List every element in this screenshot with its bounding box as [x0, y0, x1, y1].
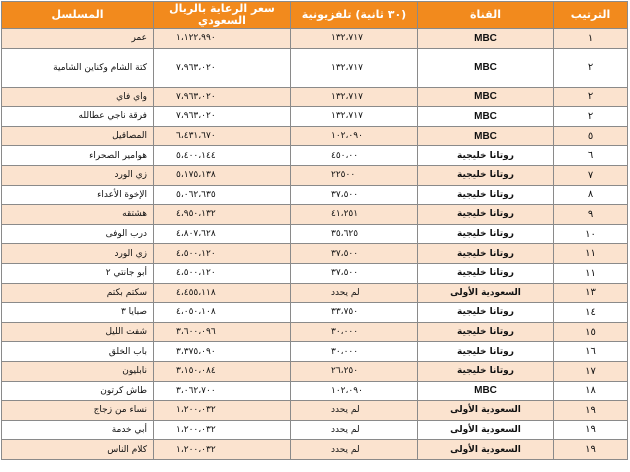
channel-cell: MBC — [418, 29, 554, 49]
header-channel: القناة — [418, 2, 554, 29]
channel-cell: السعودية الأولى — [418, 283, 554, 303]
price-cell: ٦،٤٣١،٦٧٠ — [154, 126, 291, 146]
series-cell: المصاقيل — [2, 126, 154, 146]
series-cell: هوامير الصحراء — [2, 146, 154, 166]
channel-cell: روتانا خليجية — [418, 224, 554, 244]
channel-cell: MBC — [418, 87, 554, 107]
sponsorship-table-container — [1, 1, 627, 469]
series-cell: نساء من زجاج — [2, 401, 154, 421]
channel-cell: السعودية الأولى — [418, 420, 554, 440]
rank-cell: ١٩ — [554, 420, 628, 440]
rate-cell: لم يحدد — [291, 283, 418, 303]
header-rate: (٣٠ ثانية) تلفزيونية — [291, 2, 418, 29]
rank-cell: ١٩ — [554, 401, 628, 421]
price-cell: ٥،٠٦٢،٦٣٥ — [154, 185, 291, 205]
channel-cell: روتانا خليجية — [418, 205, 554, 225]
rank-cell: ١٤ — [554, 303, 628, 323]
rate-cell: ٣٧،٥٠٠ — [291, 263, 418, 283]
channel-cell: السعودية الأولى — [418, 440, 554, 460]
table-row — [2, 87, 628, 107]
table-row — [2, 29, 628, 49]
table-row — [2, 381, 628, 401]
channel-cell: MBC — [418, 381, 554, 401]
price-cell: ٥،٤٠٠،١٤٤ — [154, 146, 291, 166]
table-row — [2, 48, 628, 87]
rank-cell: ٩ — [554, 205, 628, 225]
series-cell: زي الورد — [2, 165, 154, 185]
rank-cell: ٦ — [554, 146, 628, 166]
rate-cell: ٢٦،٢٥٠ — [291, 361, 418, 381]
series-cell: أبو جانتي ٢ — [2, 263, 154, 283]
rank-cell: ١١ — [554, 244, 628, 264]
rank-cell: ١٠ — [554, 224, 628, 244]
series-cell: فرقة ناجي عطالله — [2, 107, 154, 127]
series-cell: عمر — [2, 29, 154, 49]
series-cell: هشتقه — [2, 205, 154, 225]
rank-cell: ٨ — [554, 185, 628, 205]
table-row — [2, 263, 628, 283]
table-row — [2, 322, 628, 342]
price-cell: ٤،٠٥٠،١٠٨ — [154, 303, 291, 323]
channel-cell: روتانا خليجية — [418, 361, 554, 381]
series-cell: طاش كرتون — [2, 381, 154, 401]
price-cell: ١،٢٠٠،٠٣٢ — [154, 420, 291, 440]
price-cell: ١،١٢٢،٩٩٠ — [154, 29, 291, 49]
series-cell: كلام الناس — [2, 440, 154, 460]
price-cell: ١،٢٠٠،٠٣٢ — [154, 401, 291, 421]
table-row — [2, 165, 628, 185]
table-row — [2, 440, 628, 460]
price-cell: ٣،٦٠٠،٠٩٦ — [154, 322, 291, 342]
rank-cell: ٧ — [554, 165, 628, 185]
rank-cell: ١٦ — [554, 342, 628, 362]
channel-cell: روتانا خليجية — [418, 303, 554, 323]
rate-cell: ١٣٢،٧١٧ — [291, 29, 418, 49]
rate-cell: ٢٢٥٠٠ — [291, 165, 418, 185]
table-row — [2, 361, 628, 381]
rate-cell: لم يحدد — [291, 420, 418, 440]
rate-cell: ٣٧،٥٠٠ — [291, 185, 418, 205]
header-price: سعر الرعاية بالريال السعودي — [154, 2, 291, 29]
series-cell: شفت الليل — [2, 322, 154, 342]
channel-cell: MBC — [418, 107, 554, 127]
rank-cell: ١٨ — [554, 381, 628, 401]
series-cell: باب الخلق — [2, 342, 154, 362]
rate-cell: ٤٥٠،٠٠ — [291, 146, 418, 166]
rank-cell: ١١ — [554, 263, 628, 283]
channel-cell: MBC — [418, 126, 554, 146]
rate-cell: ٤١،٢٥١ — [291, 205, 418, 225]
price-cell: ٣،٣٧٥،٠٩٠ — [154, 342, 291, 362]
rank-cell: ٢ — [554, 48, 628, 87]
rate-cell: ١٣٢،٧١٧ — [291, 87, 418, 107]
rate-cell: ١٣٢،٧١٧ — [291, 107, 418, 127]
series-cell: كتة الشام وكناين الشامية — [2, 48, 154, 87]
channel-cell: روتانا خليجية — [418, 244, 554, 264]
series-cell: الإخوة الأعداء — [2, 185, 154, 205]
table-row — [2, 303, 628, 323]
price-cell: ٤،٥٠٠،١٢٠ — [154, 244, 291, 264]
series-cell: درب الوفى — [2, 224, 154, 244]
channel-cell: روتانا خليجية — [418, 185, 554, 205]
rate-cell: ١٠٢،٠٩٠ — [291, 381, 418, 401]
price-cell: ٤،٥٠٠،١٢٠ — [154, 263, 291, 283]
rank-cell: ١٥ — [554, 322, 628, 342]
header-series: المسلسل — [2, 2, 154, 29]
channel-cell: روتانا خليجية — [418, 165, 554, 185]
price-cell: ٣،٠٦٢،٧٠٠ — [154, 381, 291, 401]
price-cell: ٣،١٥٠،٠٨٤ — [154, 361, 291, 381]
rate-cell: ٣٥،٦٢٥ — [291, 224, 418, 244]
price-cell: ٧،٩٦٣،٠٢٠ — [154, 87, 291, 107]
table-row — [2, 244, 628, 264]
rank-cell: ١٩ — [554, 440, 628, 460]
table-row — [2, 420, 628, 440]
rate-cell: ٣٧،٥٠٠ — [291, 244, 418, 264]
series-cell: سكتم بكتم — [2, 283, 154, 303]
rank-cell: ١ — [554, 29, 628, 49]
table-row — [2, 205, 628, 225]
header-rank: الترتيب — [554, 2, 628, 29]
header-row — [2, 2, 628, 29]
rate-cell: ٣٠،٠٠٠ — [291, 322, 418, 342]
table-row — [2, 224, 628, 244]
rate-cell: ٣٣،٧٥٠ — [291, 303, 418, 323]
channel-cell: روتانا خليجية — [418, 322, 554, 342]
rate-cell: لم يحدد — [291, 440, 418, 460]
price-cell: ٤،٤٥٥،١١٨ — [154, 283, 291, 303]
sponsorship-table — [1, 1, 628, 460]
rate-cell: ١٠٢،٠٩٠ — [291, 126, 418, 146]
rank-cell: ١٧ — [554, 361, 628, 381]
price-cell: ٤،٩٥٠،١٣٢ — [154, 205, 291, 225]
price-cell: ٧،٩٦٣،٠٢٠ — [154, 107, 291, 127]
price-cell: ١،٢٠٠،٠٣٢ — [154, 440, 291, 460]
rank-cell: ٢ — [554, 87, 628, 107]
rate-cell: لم يحدد — [291, 401, 418, 421]
series-cell: أبي خدمة — [2, 420, 154, 440]
channel-cell: روتانا خليجية — [418, 342, 554, 362]
price-cell: ٧،٩٦٣،٠٢٠ — [154, 48, 291, 87]
rate-cell: ١٣٢،٧١٧ — [291, 48, 418, 87]
rate-cell: ٣٠،٠٠٠ — [291, 342, 418, 362]
rank-cell: ٥ — [554, 126, 628, 146]
series-cell: واي فاي — [2, 87, 154, 107]
price-cell: ٥،١٧٥،١٣٨ — [154, 165, 291, 185]
channel-cell: روتانا خليجية — [418, 263, 554, 283]
series-cell: زي الورد — [2, 244, 154, 264]
series-cell: نابليون — [2, 361, 154, 381]
table-row — [2, 146, 628, 166]
table-row — [2, 185, 628, 205]
series-cell: صبايا ٣ — [2, 303, 154, 323]
channel-cell: MBC — [418, 48, 554, 87]
table-row — [2, 283, 628, 303]
table-row — [2, 126, 628, 146]
rank-cell: ١٣ — [554, 283, 628, 303]
rank-cell: ٢ — [554, 107, 628, 127]
table-body — [2, 29, 628, 460]
table-row — [2, 107, 628, 127]
channel-cell: روتانا خليجية — [418, 146, 554, 166]
channel-cell: السعودية الأولى — [418, 401, 554, 421]
table-row — [2, 342, 628, 362]
table-row — [2, 401, 628, 421]
price-cell: ٤،٨٠٧،٦٢٨ — [154, 224, 291, 244]
